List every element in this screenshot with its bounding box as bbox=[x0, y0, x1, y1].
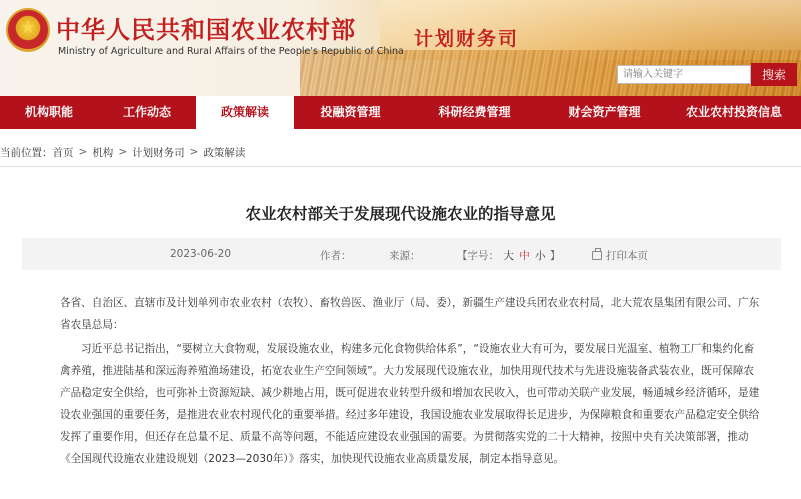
breadcrumb-separator: > bbox=[118, 146, 128, 158]
print-page-button[interactable] bbox=[592, 248, 648, 263]
article-content bbox=[60, 292, 760, 470]
search-input[interactable] bbox=[617, 65, 751, 84]
article-date: 2023-06-20 bbox=[170, 248, 232, 260]
nav-item-work-news[interactable]: 工作动态 bbox=[122, 105, 171, 119]
article-title: 农业农村部关于发展现代设施农业的指导意见 bbox=[245, 205, 556, 223]
nav-item-org-functions[interactable]: 机构职能 bbox=[24, 105, 73, 119]
article-meta-bar bbox=[22, 238, 781, 270]
nav-item-investment-financing[interactable]: 投融资管理 bbox=[320, 105, 381, 119]
national-emblem-icon bbox=[6, 8, 50, 52]
breadcrumb-prefix: 当前位置： bbox=[0, 146, 53, 159]
font-size-close-bracket: 】 bbox=[549, 250, 561, 262]
article-source-label: 来源： bbox=[389, 250, 421, 262]
nav-item-finance-assets[interactable]: 财会资产管理 bbox=[568, 105, 641, 119]
font-size-medium-button[interactable]: 中 bbox=[519, 250, 530, 262]
font-size-small-button[interactable]: 小 bbox=[535, 250, 546, 262]
nav-item-investment-info[interactable]: 农业农村投资信息 bbox=[685, 105, 782, 119]
font-size-large-button[interactable]: 大 bbox=[503, 250, 514, 262]
breadcrumb-item-home[interactable]: 首页 bbox=[52, 146, 74, 159]
font-size-control bbox=[457, 248, 560, 263]
article-author-label: 作者： bbox=[320, 250, 352, 262]
main-nav bbox=[0, 96, 801, 129]
nav-item-research-funding[interactable]: 科研经费管理 bbox=[438, 105, 511, 119]
breadcrumb-separator: > bbox=[78, 146, 88, 158]
nav-item-policy-interpretation[interactable]: 政策解读 bbox=[196, 96, 294, 129]
divider bbox=[0, 166, 801, 167]
breadcrumb bbox=[0, 144, 245, 160]
font-size-label: 【字号： bbox=[457, 250, 499, 262]
print-icon bbox=[592, 251, 602, 260]
ministry-name-en: Ministry of Agriculture and Rural Affairs of the People's Republic of China bbox=[58, 46, 404, 57]
breadcrumb-item-department[interactable]: 计划财务司 bbox=[132, 146, 185, 159]
header-banner bbox=[0, 0, 801, 96]
article-salutation: 各省、自治区、直辖市及计划单列市农业农村（农牧）、畜牧兽医、渔业厅（局、委），新疆生产建设兵团农业农村局，北大荒农垦集团有限公司、广东省农垦总局： bbox=[60, 297, 760, 331]
breadcrumb-item-current[interactable]: 政策解读 bbox=[203, 146, 246, 159]
breadcrumb-separator: > bbox=[189, 146, 199, 158]
article-paragraph: 习近平总书记指出，“要树立大食物观，发展设施农业，构建多元化食物供给体系”，“设施农业大有可为，要发展日光温室、植物工厂和集约化畜禽养殖，推进陆基和深远海养殖渔场建设，拓宽农业生产空间领域”。大力发展现代设施农业，加快用现代技术与先进设施装备武装农业，既可保障农产品稳定安全供给，也可弥补土资源短缺、减少耕地占用，既可促进农业转型升级和增加农民收入，也可带动关联产业发展，畅通城乡经济循环，是建设农业强国的重要任务，是推进农业农村现代化的重要举措。经过多年建设，我国设施农业发展取得长足进步，为保障粮食和重要农产品稳定安全供给发挥了重要作用，但还存在总量不足、质量不高等问题，不能适应建设农业强国的需要。为贯彻落实党的二十大精神，按照中央有关决策部署，推动《全国现代设施农业建设规划（2023—2030年）》落实，加快现代设施农业高质量发展，制定本指导意见。 bbox=[60, 343, 760, 465]
department-name: 计划财务司 bbox=[414, 28, 520, 50]
print-page-label: 打印本页 bbox=[606, 250, 648, 262]
ministry-name-cn[interactable]: 中华人民共和国农业农村部 bbox=[56, 15, 356, 44]
search-button[interactable]: 搜索 bbox=[751, 63, 797, 86]
breadcrumb-item-org[interactable]: 机构 bbox=[92, 146, 114, 159]
